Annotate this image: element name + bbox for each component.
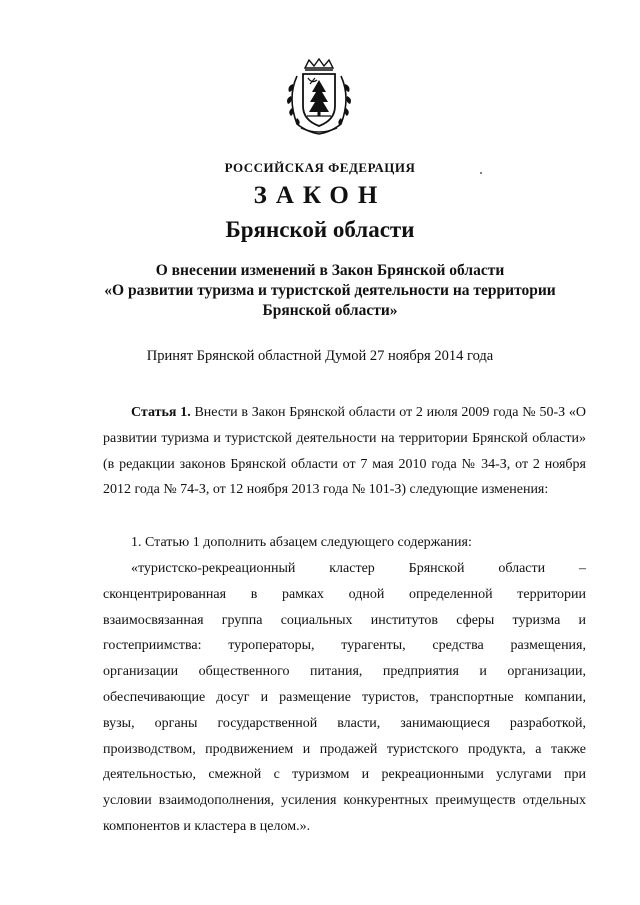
quote-line: организации общественного питания, предприятия и организации,: [103, 664, 586, 680]
region-heading: Брянской области: [225, 217, 415, 242]
quote-line: деятельностью, смежной с туризмом и рекреационными услугами при: [103, 767, 586, 783]
law-title: [80, 261, 580, 321]
law-title-line: О внесении изменений в Закон Брянской области: [155, 262, 505, 279]
law-heading: ЗАКОН: [253, 182, 387, 209]
quote-line: производством, продвижением и продажей туристского продукта, а также: [103, 741, 586, 757]
quote-line: взаимосвязанная группа социальных институтов сферы туризма и: [103, 612, 586, 628]
quote-line: гостеприимства: туроператоры, турагенты, средства размещения,: [103, 638, 586, 654]
article-text: Внести в Закон Брянской области от 2 июля 2009 года № 50-З «О развитии туризма и туристской деятельности на территории Брянской области» (в редакции законов Брянской области от 7 мая 2010 года № 34-З, от 2 ноября 2012 года № 74-З, от 12 ноября 2013 года № 101-З) следующие изменения:: [103, 405, 587, 498]
country-heading: РОССИЙСКАЯ ФЕДЕРАЦИЯ: [224, 160, 416, 175]
quote-line: компонентов и кластера в целом.».: [103, 818, 311, 834]
item-1-paragraph: 1. Статью 1 дополнить абзацем следующего содержания:: [131, 535, 472, 550]
quoted-definition: [103, 556, 586, 840]
quote-line: обеспечивающие досуг и размещение туристов, транспортные компании,: [103, 689, 586, 705]
scan-speck: [480, 172, 482, 174]
law-title-line: «О развитии туризма и туристской деятельности на территории: [104, 282, 556, 299]
coat-of-arms-icon: [283, 58, 355, 136]
article-1-paragraph: [103, 400, 586, 503]
article-label: Статья 1.: [131, 405, 191, 420]
quote-line: сконцентрированная в рамках одной определенной территории: [103, 586, 586, 602]
quote-line: условии взаимодополнения, усиления конкурентных преимуществ отдельных: [103, 793, 586, 809]
quote-line: вузы, органы государственной власти, занимающиеся разработкой,: [103, 715, 586, 731]
adoption-note: Принят Брянской областной Думой 27 ноября 2014 года: [146, 348, 494, 364]
quote-line: «туристско-рекреационный кластер Брянской области –: [131, 561, 586, 576]
law-title-line: Брянской области»: [262, 302, 398, 319]
